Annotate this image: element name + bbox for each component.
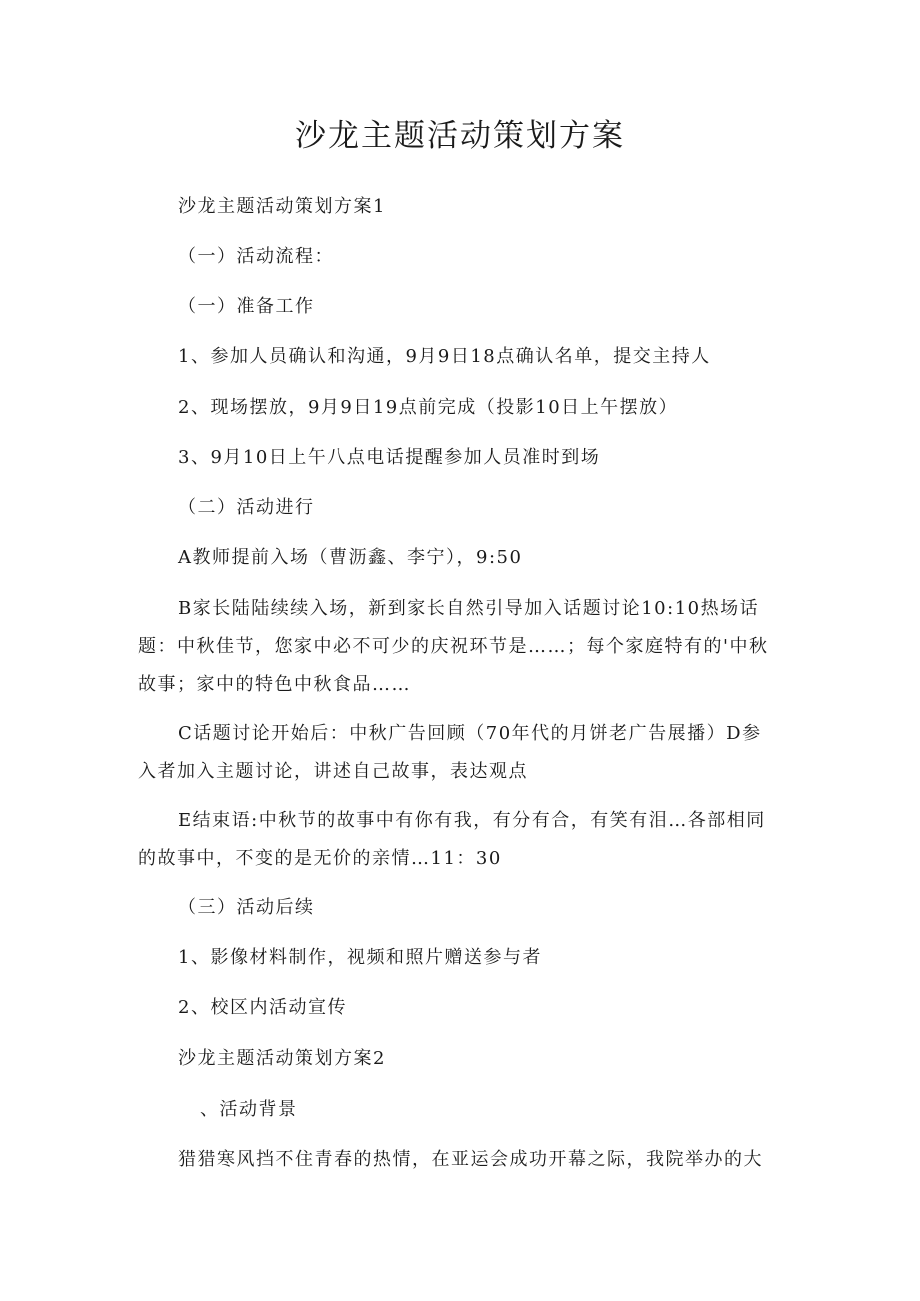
paragraph-c — [138, 715, 762, 791]
background-paragraph-line-1: 猎猎寒风挡不住青春的热情，在亚运会成功开幕之际，我院举办的大 — [178, 1149, 763, 1170]
paragraph-e — [138, 802, 766, 878]
prep-item-2: 2、现场摆放，9月9日19点前完成（投影10日上午摆放） — [178, 397, 679, 418]
paragraph-e-line-2: 的故事中，不变的是无价的亲情…11：30 — [138, 848, 502, 869]
section-heading-plan-2: 沙龙主题活动策划方案2 — [178, 1048, 386, 1069]
paragraph-b-line-2: 题：中秋佳节，您家中必不可少的庆祝环节是……；每个家庭特有的'中秋 — [138, 636, 769, 657]
paragraph-b-line-1: B家长陆陆续续入场，新到家长自然引导加入话题讨论10:10热场话 — [178, 598, 760, 619]
follow-up-item-1: 1、影像材料制作，视频和照片赠送参与者 — [178, 947, 542, 968]
paragraph-c-line-1: C话题讨论开始后：中秋广告回顾（70年代的月饼老广告展播）D参 — [178, 723, 762, 744]
document-title: 沙龙主题活动策划方案 — [295, 118, 625, 154]
paragraph-a: A教师提前入场（曹沥鑫、李宁），9:50 — [178, 547, 523, 568]
paragraph-e-line-1: E结束语:中秋节的故事中有你有我，有分有合，有笑有泪…各部相同 — [178, 810, 766, 831]
prep-item-3: 3、9月10日上午八点电话提醒参加人员准时到场 — [178, 447, 601, 468]
paragraph-c-line-2: 入者加入主题讨论，讲述自己故事，表达观点 — [138, 761, 528, 782]
prep-item-1: 1、参加人员确认和沟通，9月9日18点确认名单，提交主持人 — [178, 346, 711, 367]
follow-up-item-2: 2、校区内活动宣传 — [178, 997, 347, 1018]
paragraph-b — [138, 590, 768, 704]
heading-follow-up: （三）活动后续 — [178, 897, 315, 918]
heading-activity-in-progress: （二）活动进行 — [178, 497, 315, 518]
heading-preparation: （一）准备工作 — [178, 296, 315, 317]
heading-activity-background: 、活动背景 — [200, 1099, 298, 1120]
heading-activity-process: （一）活动流程： — [178, 246, 334, 267]
paragraph-b-line-3: 故事；家中的特色中秋食品…… — [138, 674, 411, 695]
section-heading-plan-1: 沙龙主题活动策划方案1 — [178, 196, 386, 217]
